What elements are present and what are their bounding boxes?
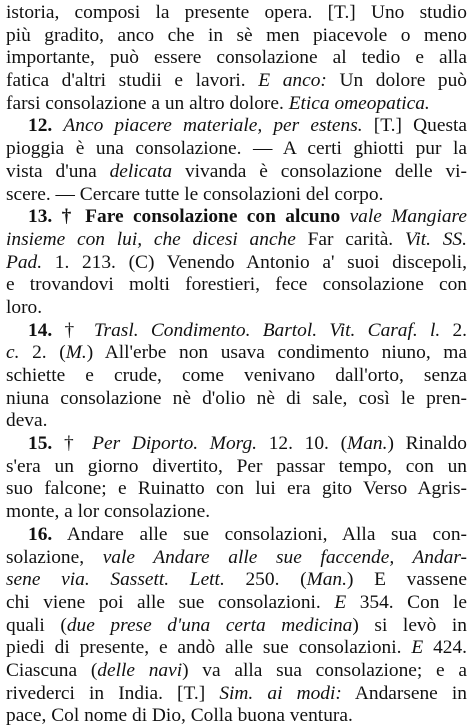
body-text: ) E vassene — [346, 569, 467, 591]
italic-text: E — [334, 591, 347, 613]
body-text: suo falcone; e Ruinatto con lui era gito Verso Agris- — [6, 478, 467, 500]
text-line — [6, 660, 467, 683]
italic-text: Man. — [347, 433, 388, 455]
italic-text: delicata — [109, 160, 173, 182]
italic-text: vale Mangiare — [349, 206, 467, 228]
text-line — [6, 2, 467, 25]
entry-heading-text: 12. — [28, 115, 53, 137]
text-line — [6, 705, 467, 728]
text-line — [6, 524, 467, 547]
italic-text: Anco piacere materiale, per estens. — [63, 115, 363, 137]
text-line — [6, 297, 467, 320]
text-line — [6, 342, 467, 365]
body-text: 2. — [440, 319, 467, 341]
text-line — [6, 365, 467, 388]
italic-text: M. — [65, 342, 87, 364]
body-text: s'era un giorno divertito, Per passar tempo, con un — [6, 455, 467, 477]
body-text: Far carità. — [295, 228, 405, 250]
body-text: niuna consolazione nè d'olio nè di sale, così le pren- — [6, 387, 467, 409]
body-text: scere. — Cercare tutte le consolazioni del corpo. — [6, 183, 384, 205]
text-line — [6, 25, 467, 48]
body-text: rivederci in India. [T.] — [6, 682, 220, 704]
body-text: vivanda è consolazione delle vi- — [172, 160, 467, 182]
body-text: fatica d'altri studii e lavori. — [6, 70, 259, 92]
body-text: importante, può essere consolazione al tedio e alla — [6, 47, 467, 69]
body-text: istoria, composi la presente opera. [T.] Uno studio — [6, 2, 467, 23]
body-text: ) All'erbe non usava condimento niuno, ma — [86, 342, 467, 364]
body-text: Andare alle sue consolazioni, Alla sua con- — [52, 523, 467, 545]
text-line — [6, 184, 467, 207]
text-line — [6, 388, 467, 411]
text-line — [6, 592, 467, 615]
body-text: 424. — [423, 637, 467, 659]
body-text: schiette e crude, come venivano dall'orto, senza — [6, 365, 467, 386]
body-text — [52, 115, 63, 136]
body-text: solazione, — [6, 546, 103, 568]
text-line — [6, 478, 467, 501]
italic-text: Per Diporto. Morg. — [92, 433, 258, 455]
italic-text: Vit. SS. — [404, 228, 467, 250]
text-line — [6, 320, 467, 343]
text-line — [6, 547, 467, 570]
italic-text: E — [411, 637, 424, 659]
body-text: piedi di presente, e andò alle sue consolazioni. — [6, 637, 412, 659]
body-text: † — [52, 433, 93, 455]
text-line — [6, 501, 467, 524]
text-line — [6, 206, 467, 229]
body-text: 12. 10. ( — [257, 433, 348, 455]
body-text: e trovandovi molti forestieri, fece consolazione con — [6, 274, 467, 296]
entry-heading-text: 15. — [28, 433, 53, 455]
text-line — [6, 456, 467, 479]
italic-text: Trasl. Condimento. Bartol. Vit. Caraf. l. — [93, 319, 441, 341]
italic-text: Pad. — [6, 251, 43, 273]
italic-text: c. — [6, 342, 20, 364]
text-line — [6, 93, 467, 116]
italic-text: insieme con lui, che dicesi anche — [6, 228, 296, 250]
body-text: Ciascuna ( — [6, 659, 98, 681]
body-text: [T.] Questa — [362, 115, 467, 137]
text-line — [6, 161, 467, 184]
entry-heading-text: 13. † Fare consolazione con alcuno — [28, 206, 341, 228]
body-text: farsi consolazione a un altro dolore. — [6, 92, 289, 114]
italic-text: Sim. ai modi: — [219, 682, 342, 704]
body-text: loro. — [6, 296, 43, 318]
italic-text: vale Andare alle sue faccende, Andar- — [102, 546, 467, 568]
italic-text: sene via. Sassett. Lett. — [6, 569, 225, 591]
text-line — [6, 229, 467, 252]
body-text: quali ( — [6, 614, 67, 636]
body-text: vista d'una — [6, 160, 110, 182]
body-text: Andarsene in — [341, 682, 467, 704]
body-text: pace, Col nome di Dio, Colla buona ventura. — [6, 705, 353, 727]
body-text: 354. Con le — [346, 591, 467, 613]
text-line — [6, 637, 467, 660]
italic-text: due prese d'una certa medicina — [66, 614, 353, 636]
body-text: ) Rinaldo — [387, 433, 467, 455]
body-text: 1. 213. (C) Venendo Antonio a' suoi discepoli, — [42, 251, 467, 273]
body-text: 250. ( — [224, 569, 307, 591]
text-line — [6, 47, 467, 70]
text-line — [6, 138, 467, 161]
italic-text: delle navi — [97, 659, 183, 681]
entry-heading-text: 14. — [28, 319, 53, 341]
italic-text: Etica omeopatica. — [288, 92, 430, 114]
body-text — [340, 206, 349, 227]
italic-text: Man. — [306, 569, 347, 591]
body-text: † — [52, 319, 94, 341]
text-line — [6, 70, 467, 93]
entry-heading-text: 16. — [28, 523, 53, 545]
text-line — [6, 410, 467, 433]
body-text: chi viene poi alle sue consolazioni. — [6, 591, 335, 613]
body-text: pioggia è una consolazione. — A certi ghiotti pur la — [6, 138, 467, 160]
text-line — [6, 683, 467, 706]
text-line — [6, 615, 467, 638]
text-line — [6, 569, 467, 592]
text-line — [6, 274, 467, 297]
italic-text: E anco: — [258, 70, 327, 92]
body-text: ) va alla sua consolazione; e a — [182, 659, 467, 681]
body-text: Un dolore può — [326, 70, 467, 92]
text-line — [6, 433, 467, 456]
text-line — [6, 115, 467, 138]
body-text: 2. ( — [19, 342, 66, 364]
text-line — [6, 252, 467, 275]
body-text: monte, a lor consolazione. — [6, 501, 211, 523]
body-text: deva. — [6, 410, 48, 432]
body-text: ) si levò in — [352, 614, 467, 636]
body-text: più gradito, anco che in sè men piacevole o meno — [6, 24, 467, 46]
